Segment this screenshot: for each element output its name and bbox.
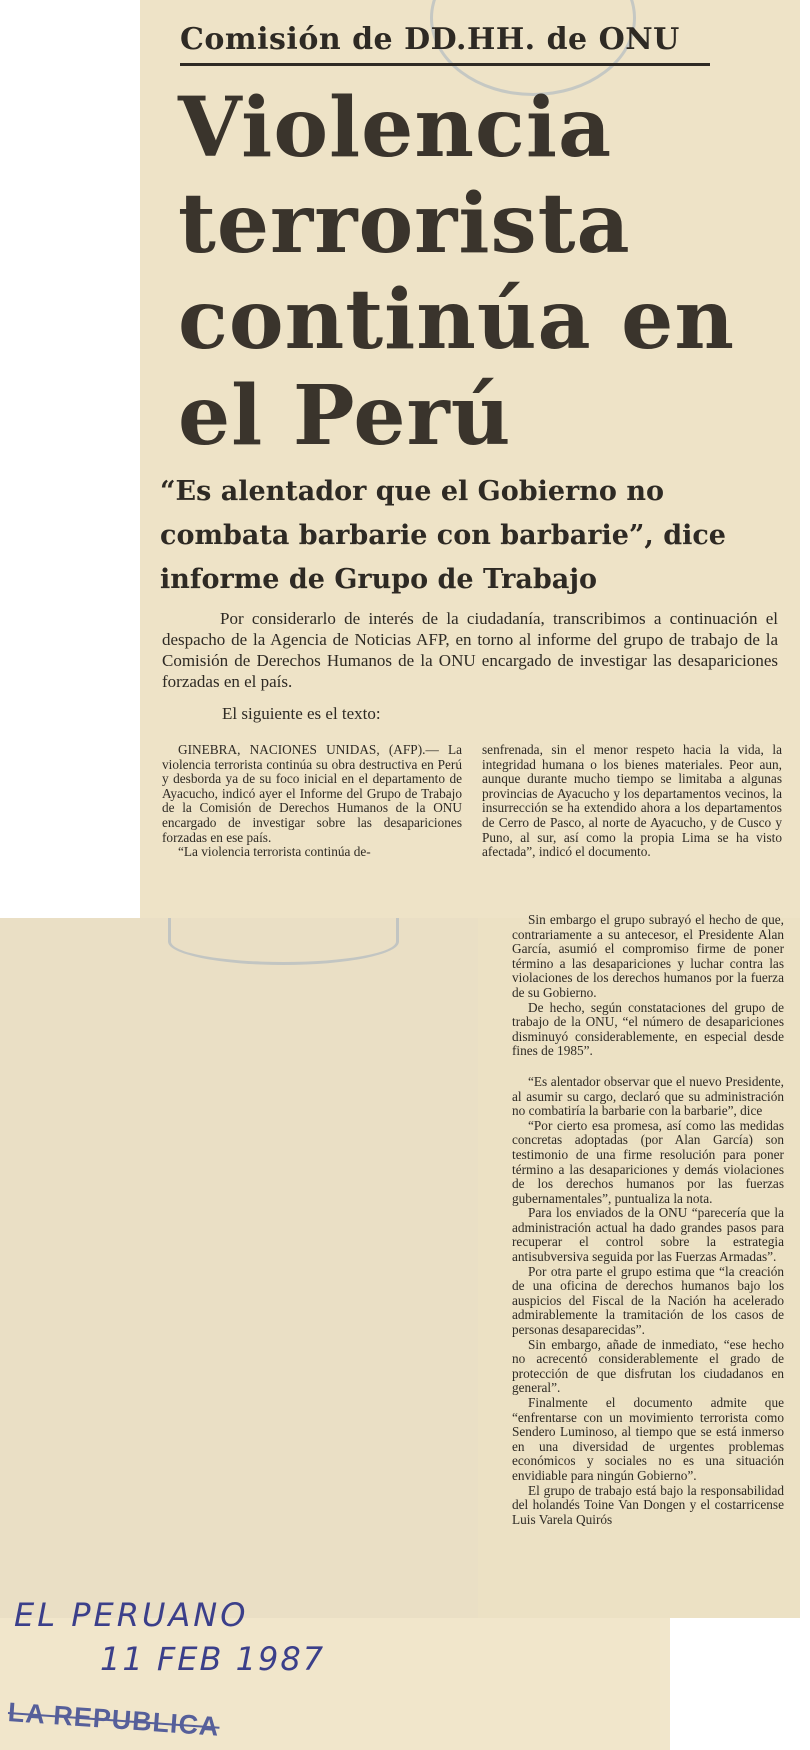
column-paragraph: Para los enviados de la ONU “parecería que la administración actual ha dado grandes pasos para recuperar el control sobre la estrategia antisubversiva seguida por las Fuerzas Armadas”. (512, 1205, 784, 1265)
column-paragraph: Por otra parte el grupo estima que “la creación de una oficina de derechos humanos bajo los auspicios del Fiscal de la Nación ha acelerado admirablemente la tramitación de los casos de personas desaparecidas”. (512, 1263, 784, 1338)
article-kicker: Comisión de DD.HH. de ONU (180, 22, 710, 66)
column-paragraph: De hecho, según constataciones del grupo de trabajo de la ONU, “el número de desapariciones disminuyó considerablemente, en especial desde fines de 1985”. (512, 999, 784, 1059)
column-paragraph: El grupo de trabajo está bajo la responsabilidad del holandés Toine Van Dongen y el costarricense Luis Varela Quirós (512, 1482, 784, 1527)
article-subheadline: “Es alentador que el Gobierno no combata barbarie con barbarie”, dice informe de Grupo de Trabajo (160, 476, 726, 595)
paragraph-gap (512, 1059, 784, 1075)
article-intro-lead: El siguiente es el texto: (222, 704, 381, 723)
column-paragraph: Finalmente el documento admite que “enfrentarse con un movimiento terrorista como Sendero Luminoso, al tiempo que se está inmerso en una diversidad de urgentes problemas económicos y sociales no es una situación envidiable para ningún Gobierno”. (512, 1395, 784, 1483)
column-paragraph: Sin embargo, añade de inmediato, “ese hecho no acrecentó considerablemente el grado de protección de que disfrutan los ciudadanos en general”. (512, 1336, 784, 1396)
crossed-out-stamp: LA REPUBLICA (6, 1697, 221, 1742)
column-paragraph: “La violencia terrorista continúa de- (178, 844, 371, 860)
clipping-backing (0, 918, 478, 1618)
faded-seal-middle (168, 918, 399, 965)
column-paragraph: Sin embargo el grupo subrayó el hecho de que, contrariamente a su antecesor, el Presidente Alan García, asumió el compromiso firme de poner término a las desapariciones y luchar contra las violaciones de los derechos humanos por la fuerza de su Gobierno. (512, 912, 784, 1000)
article-intro: Por considerarlo de interés de la ciudadanía, transcribimos a continuación el despacho de la Agencia de Noticias AFP, en torno al informe del grupo de trabajo de la Comisión de Derechos Humanos de la ONU encargado de investigar las desapariciones forzadas en el país. (162, 609, 778, 691)
column-paragraph: “Es alentador observar que el nuevo Presidente, al asumir su cargo, declaró que su administración no combatiría la barbarie con la barbarie”, dice (512, 1073, 784, 1119)
handwritten-date: 11 FEB 1987 (100, 1640, 326, 1678)
handwritten-source: EL PERUANO (14, 1596, 249, 1634)
column-paragraph: senfrenada, sin el menor respeto hacia la vida, la integridad humana o los bienes materiales. Peor aun, aunque durante mucho tiempo se limitaba a algunas provincias de Ayacucho y los departamentos vecinos, la insurrección se ha extendido ahora a los departamentos de Cerro de Pasco, al norte de Ayacucho, y de Cusco y Puno, al sur, así como la propia Lima se ha visto afectada”, indicó el documento. (482, 742, 782, 860)
article-column-1 (162, 743, 462, 860)
article-column-2-continued (512, 913, 784, 1527)
column-paragraph: “Por cierto esa promesa, así como las medidas concretas adoptadas (por Alan García) son testimonio de una firme resolución para poner término a las desapariciones y demás violaciones de los derechos humanos por las fuerzas gubernamentales”, puntualiza la nota. (512, 1117, 784, 1206)
article-column-2-top (482, 743, 782, 860)
article-headline: Violencia terrorista continúa en el Perú (178, 80, 735, 464)
column-paragraph: GINEBRA, NACIONES UNIDAS, (AFP).— La violencia terrorista continúa su obra destructiva en Perú y desborda ya de su foco inicial en el departamento de Ayacucho, indicó ayer el Informe del Grupo de Trabajo de la Comisión de Derechos Humanos de la ONU encargado de investigar sobre las desapariciones forzadas en ese país. (162, 742, 462, 845)
